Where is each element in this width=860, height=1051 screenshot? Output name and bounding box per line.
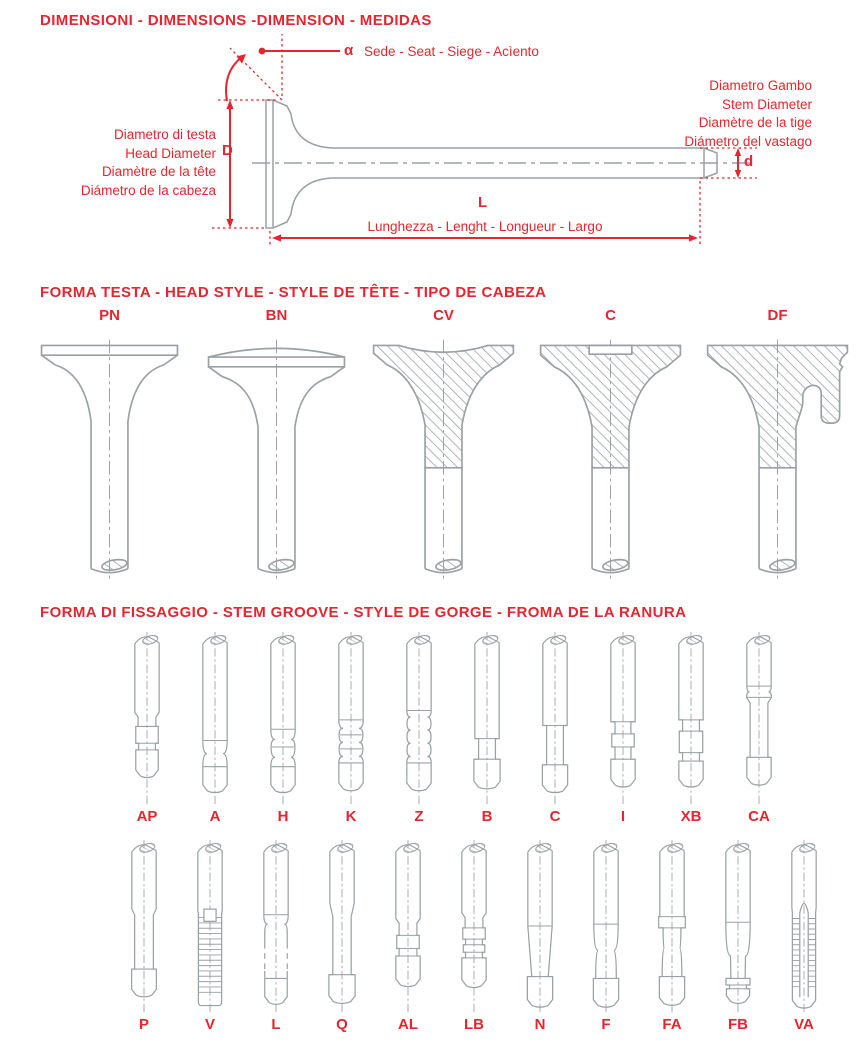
stem-groove-column — [244, 838, 308, 1033]
stem-groove-column — [574, 838, 638, 1033]
stem-groove-label: Q — [336, 1016, 348, 1033]
stem-groove-label: AP — [136, 808, 158, 825]
stem-groove-column — [455, 630, 519, 825]
stem-groove-column — [376, 838, 440, 1033]
stem-groove-figure-CA — [729, 630, 789, 806]
stem-groove-column — [183, 630, 247, 825]
stem-groove-column — [115, 630, 179, 825]
head-diameter-line: Diámetro de la cabeza — [80, 182, 216, 198]
stem-groove-label: CA — [748, 808, 770, 825]
head-style-column-pn — [26, 306, 193, 592]
stem-groove-column — [251, 630, 315, 825]
head-style-figure-pn — [26, 330, 193, 592]
head-style-title: FORMA TESTA - HEAD STYLE - STYLE DE TÊTE - TIPO DE CABEZA — [40, 284, 547, 301]
head-style-label: C — [605, 307, 616, 324]
stem-groove-column — [706, 838, 770, 1033]
head-style-row — [26, 306, 860, 592]
stem-groove-figure-A — [185, 630, 245, 806]
head-style-figure-df — [694, 330, 860, 592]
stem-diameter-line: Diametro Gambo — [709, 78, 812, 93]
head-style-label: DF — [767, 307, 788, 324]
stem-groove-row-1 — [115, 630, 791, 825]
stem-groove-figure-Q — [312, 838, 372, 1014]
stem-groove-label: AL — [398, 1016, 418, 1033]
stem-groove-figure-I — [593, 630, 653, 806]
stem-groove-label: H — [277, 808, 289, 825]
head-diameter-symbol: D — [222, 142, 233, 159]
stem-groove-column — [319, 630, 383, 825]
head-style-label: BN — [265, 307, 288, 324]
dimensions-title: DIMENSIONI - DIMENSIONS -DIMENSION - MEDIDAS — [40, 12, 432, 29]
stem-groove-figure-XB — [661, 630, 721, 806]
head-style-column-df — [694, 306, 860, 592]
head-style-figure-cv — [360, 330, 527, 592]
head-style-column-c — [527, 306, 694, 592]
head-diameter-line: Diametro di testa — [113, 127, 216, 142]
stem-diameter-symbol: d — [744, 153, 754, 170]
stem-groove-label: VA — [794, 1016, 814, 1033]
stem-groove-column — [591, 630, 655, 825]
stem-groove-column — [727, 630, 791, 825]
stem-groove-figure-AL — [378, 838, 438, 1014]
stem-groove-figure-N — [510, 838, 570, 1014]
head-diameter-line: Head Diameter — [125, 145, 216, 161]
stem-groove-label: FA — [662, 1016, 682, 1033]
stem-diameter-line: Stem Diameter — [721, 96, 812, 112]
stem-groove-column — [523, 630, 587, 825]
stem-groove-label: K — [345, 808, 357, 825]
stem-groove-column — [508, 838, 572, 1033]
stem-groove-label: FB — [728, 1016, 748, 1033]
stem-groove-figure-V — [180, 838, 240, 1014]
head-style-label: PN — [99, 307, 120, 324]
stem-groove-figure-B — [457, 630, 517, 806]
head-diameter-label — [50, 126, 216, 200]
seat-label: Sede - Seat - Siege - Acìento — [364, 44, 539, 59]
stem-groove-column — [772, 838, 836, 1033]
stem-groove-label: Z — [414, 808, 424, 825]
stem-groove-label: B — [481, 808, 493, 825]
stem-diameter-label — [632, 77, 812, 151]
stem-groove-figure-L — [246, 838, 306, 1014]
head-style-figure-bn — [193, 330, 360, 592]
stem-groove-label: V — [204, 1016, 215, 1033]
stem-groove-figure-F — [576, 838, 636, 1014]
stem-groove-label: A — [209, 808, 221, 825]
stem-groove-figure-P — [114, 838, 174, 1014]
stem-groove-column — [112, 838, 176, 1033]
stem-groove-figure-FB — [708, 838, 768, 1014]
length-symbol: L — [478, 194, 488, 211]
stem-diameter-line: Diámetro del vastago — [684, 133, 812, 149]
stem-groove-figure-AP — [117, 630, 177, 806]
stem-groove-label: LB — [464, 1016, 484, 1033]
alpha-symbol: α — [344, 42, 354, 59]
stem-groove-label: L — [271, 1016, 281, 1033]
stem-diameter-line: Diamètre de la tige — [698, 115, 812, 131]
stem-groove-column — [178, 838, 242, 1033]
stem-groove-figure-C — [525, 630, 585, 806]
stem-groove-title: FORMA DI FISSAGGIO - STEM GROOVE - STYLE DE GORGE - FROMA DE LA RANURA — [40, 604, 687, 621]
stem-groove-figure-FA — [642, 838, 702, 1014]
head-style-figure-c — [527, 330, 694, 592]
stem-groove-column — [659, 630, 723, 825]
stem-groove-column — [387, 630, 451, 825]
stem-groove-column — [640, 838, 704, 1033]
stem-groove-figure-H — [253, 630, 313, 806]
stem-groove-label: I — [620, 808, 626, 825]
stem-groove-label: F — [601, 1016, 611, 1033]
head-style-column-bn — [193, 306, 360, 592]
stem-groove-label: N — [534, 1016, 546, 1033]
stem-groove-label: P — [138, 1016, 149, 1033]
stem-groove-column — [310, 838, 374, 1033]
stem-groove-label: C — [549, 808, 561, 825]
head-style-label: CV — [433, 307, 454, 324]
stem-groove-label: XB — [680, 808, 702, 825]
stem-groove-column — [442, 838, 506, 1033]
head-style-column-cv — [360, 306, 527, 592]
length-label: Lunghezza - Lenght - Longueur - Largo — [367, 219, 603, 234]
stem-groove-figure-K — [321, 630, 381, 806]
stem-groove-row-2 — [112, 838, 836, 1033]
stem-groove-figure-Z — [389, 630, 449, 806]
stem-groove-figure-LB — [444, 838, 504, 1014]
head-diameter-line: Diamètre de la tête — [101, 164, 216, 180]
stem-groove-figure-VA — [774, 838, 834, 1014]
